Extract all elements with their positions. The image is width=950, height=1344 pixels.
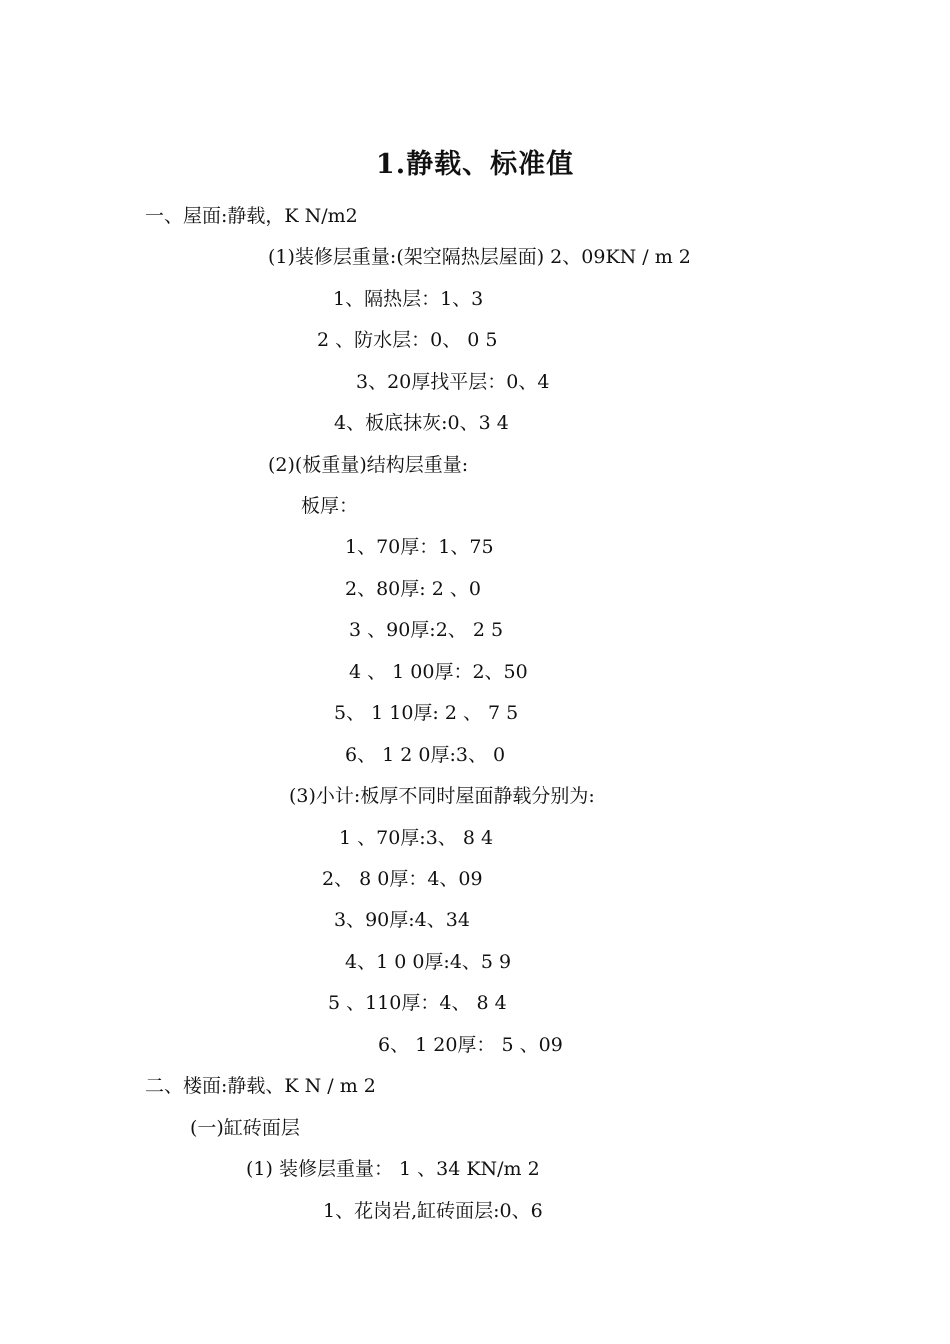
document-title: 1.静载、标准值 bbox=[375, 149, 575, 180]
subtotal-item-90: 3、90厚:4、34 bbox=[334, 909, 470, 931]
section-roof-heading: 一、屋面:静载，K N/m2 bbox=[145, 205, 358, 227]
roof-finish-weight: (1)装修层重量:(架空隔热层屋面) 2、09KN / m 2 bbox=[268, 246, 691, 268]
subtotal-item-120: 6、 1 20厚： 5 、09 bbox=[378, 1034, 563, 1056]
subtotal-item-100: 4、1 0 0厚:4、5 9 bbox=[345, 951, 512, 973]
roof-structure-weight: (2)(板重量)结构层重量: bbox=[268, 454, 469, 476]
roof-item-insulation: 1、隔热层：1、3 bbox=[333, 288, 484, 310]
subtotal-item-80: 2、 8 0厚：4、09 bbox=[322, 868, 483, 890]
slab-item-110: 5、 1 10厚: 2 、 7 5 bbox=[334, 702, 519, 724]
section-floor-heading: 二、楼面:静载、K N / m 2 bbox=[145, 1075, 376, 1097]
slab-item-70: 1、70厚：1、75 bbox=[345, 536, 494, 558]
subtotal-item-110: 5 、110厚：4、 8 4 bbox=[328, 992, 507, 1014]
roof-item-waterproof: 2 、防水层：0、 0 5 bbox=[317, 329, 498, 351]
slab-thickness-label: 板厚： bbox=[301, 495, 359, 517]
slab-item-90: 3 、90厚:2、 2 5 bbox=[349, 619, 504, 641]
slab-item-100: 4 、 1 00厚：2、50 bbox=[349, 661, 528, 683]
slab-item-80: 2、80厚: 2 、0 bbox=[345, 578, 481, 600]
slab-item-120: 6、 1 2 0厚:3、 0 bbox=[345, 744, 506, 766]
floor-item-granite: 1、花岗岩,缸砖面层:0、6 bbox=[323, 1200, 543, 1222]
floor-finish-weight: (1) 装修层重量： 1 、34 KN/m 2 bbox=[246, 1158, 540, 1180]
floor-tile-heading: (一)缸砖面层 bbox=[190, 1117, 300, 1139]
roof-item-leveling: 3、20厚找平层：0、4 bbox=[356, 371, 550, 393]
subtotal-item-70: 1 、70厚:3、 8 4 bbox=[339, 827, 494, 849]
roof-subtotal-heading: (3)小计:板厚不同时屋面静载分别为: bbox=[289, 785, 595, 807]
roof-item-plaster: 4、板底抹灰:0、3 4 bbox=[334, 412, 509, 434]
